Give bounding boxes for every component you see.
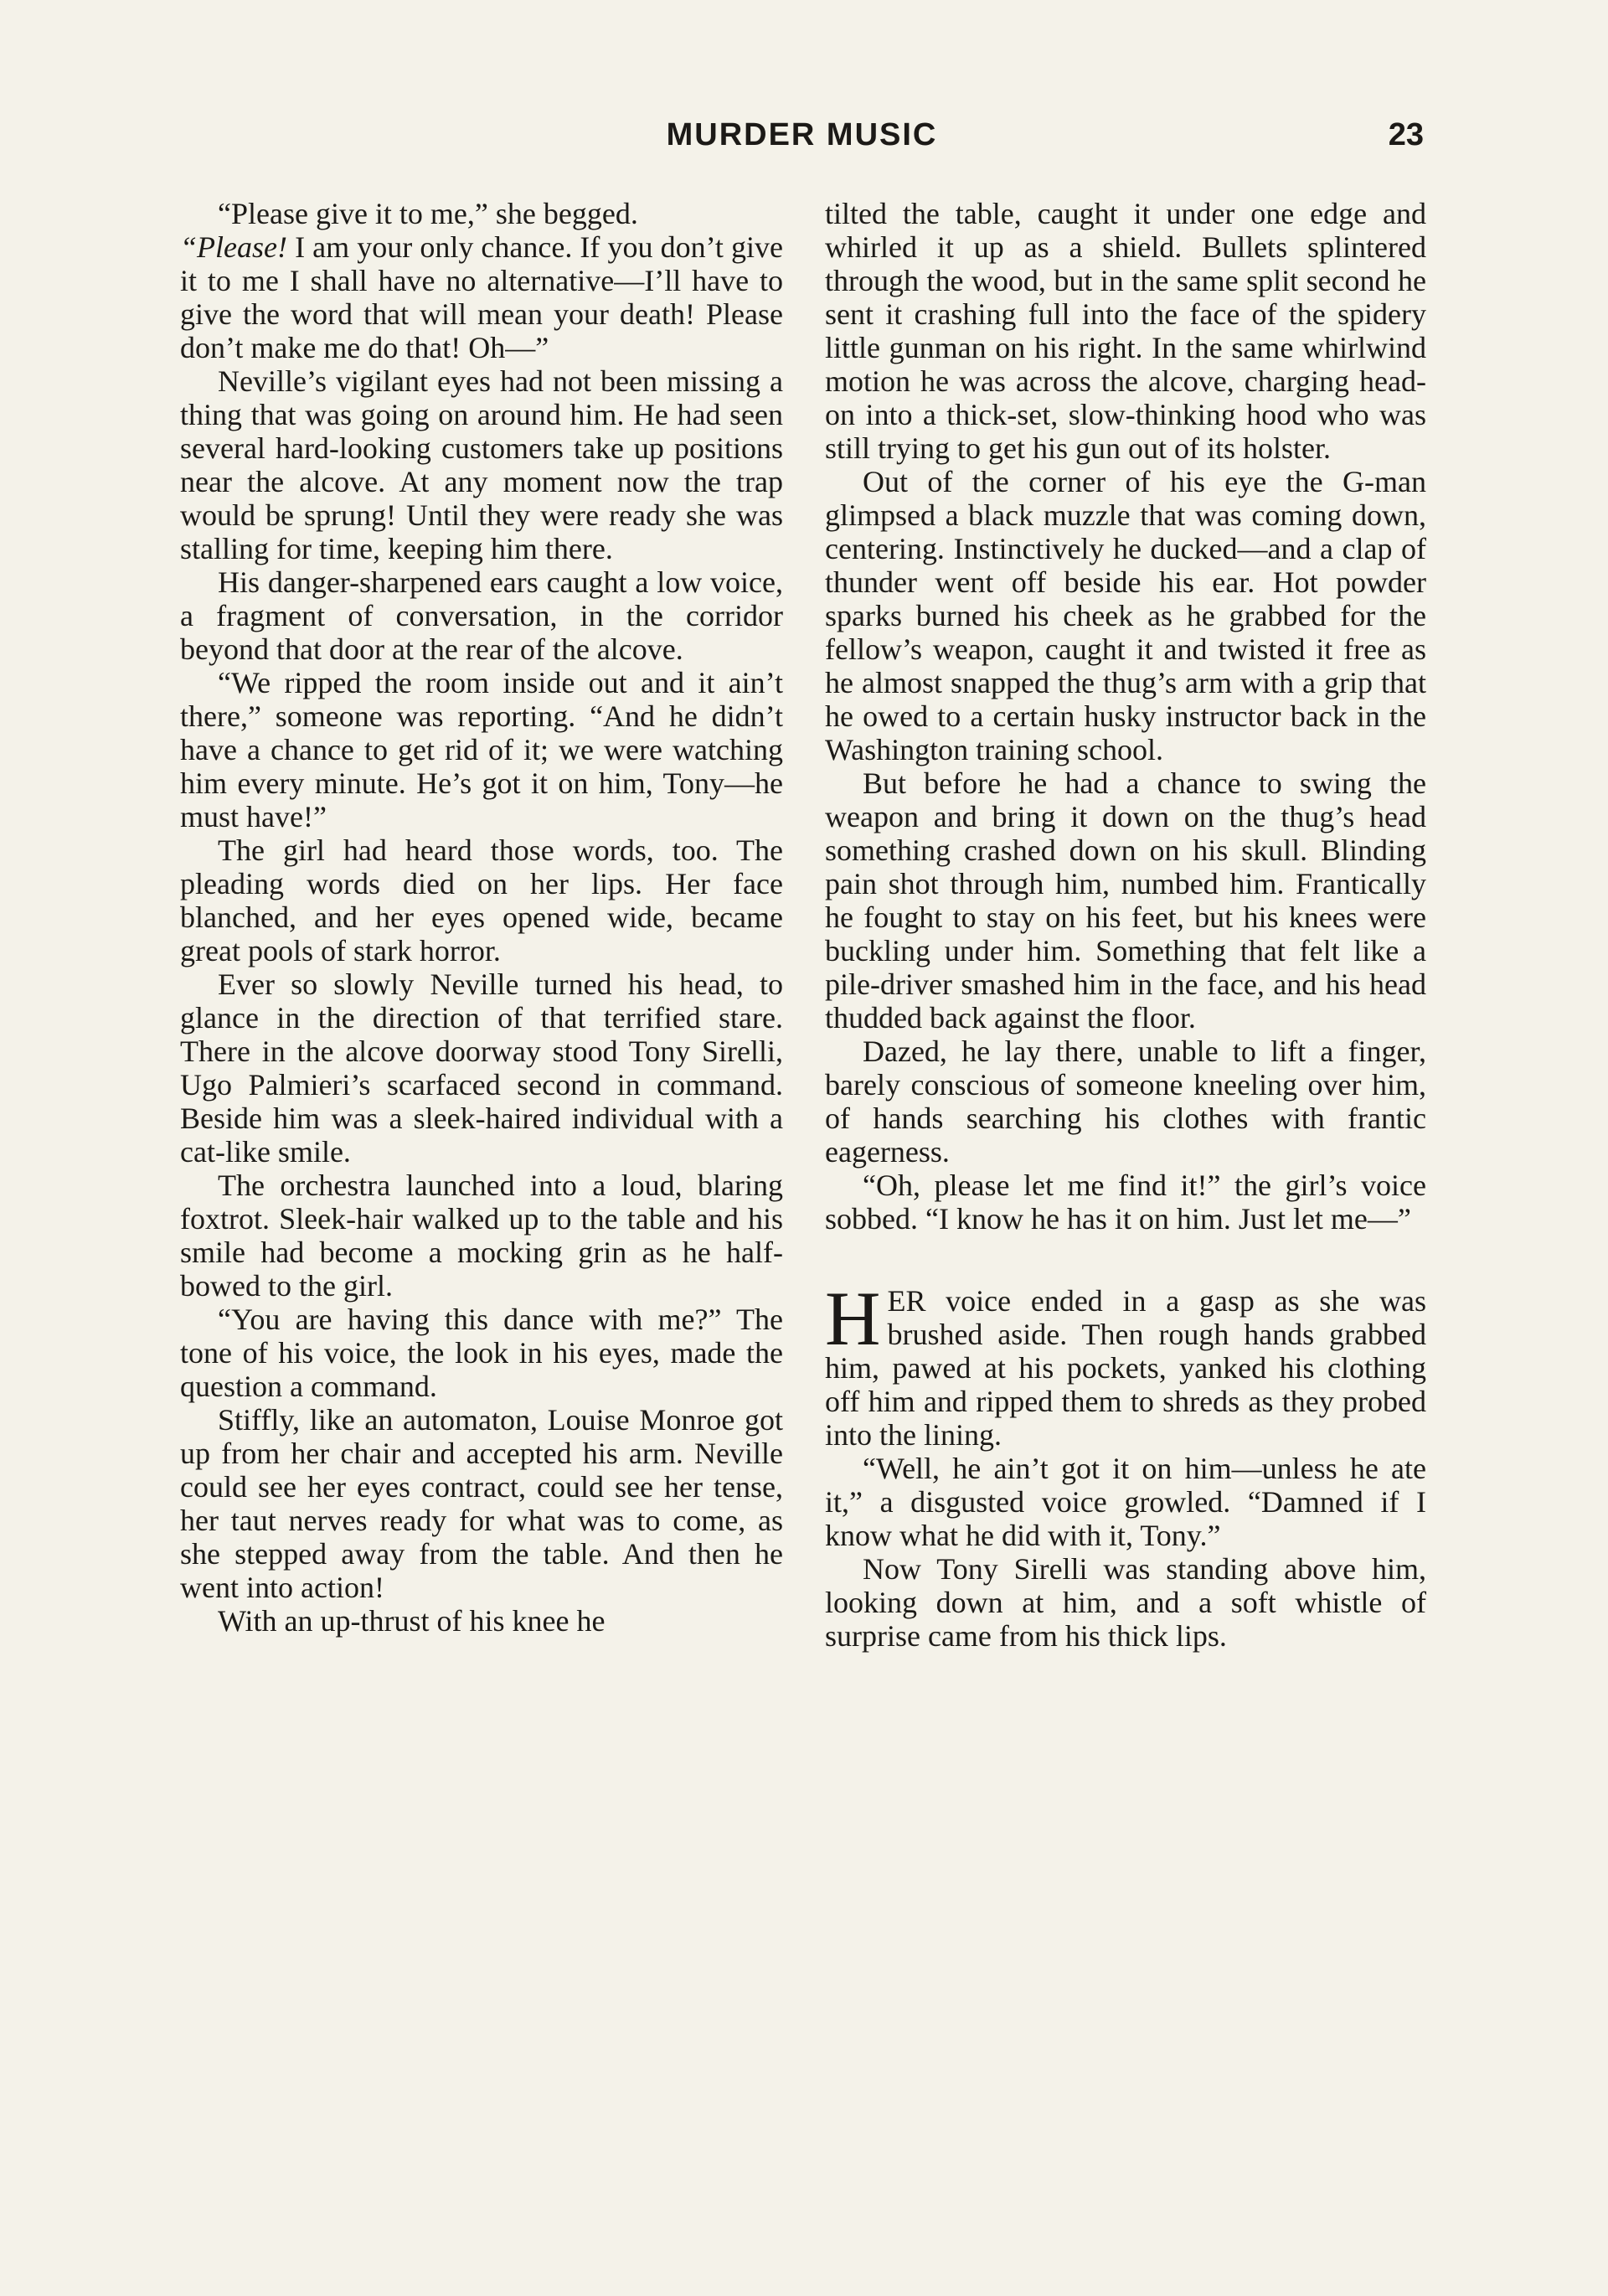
paragraph: With an up-thrust of his knee he <box>218 1604 606 1638</box>
paragraph: Stiffly, like an automaton, Louise Monroe got up from her chair and accepted his arm. Neville could see her eyes contract, could see her tense, her taut nerves ready for what was to come, as she stepped away from the table. And then he went into action! <box>180 1403 783 1604</box>
paragraph: His danger-sharpened ears caught a low voice, a fragment of conversation, in the corridor beyond that door at the rear of the alcove. <box>180 565 783 666</box>
paragraph: Neville’s vigilant eyes had not been missing a thing that was going on around him. He had seen several hard-looking customers take up positions near the alcove. At any moment now the trap would be sprung! Until they were ready she was stalling for time, keeping him there. <box>180 364 783 565</box>
paragraph: “You are having this dance with me?” The tone of his voice, the look in his eyes, made the question a command. <box>180 1303 783 1403</box>
section-start-paragraph <box>825 1276 1426 1452</box>
paragraph: But before he had a chance to swing the weapon and bring it down on the thug’s head something crashed down on his skull. Blinding pain shot through him, numbed him. Frantically he fought to stay on his feet, but his knees were buckling under him. Something that felt like a pile-driver smashed him in the face, and his head thudded back against the floor. <box>825 766 1426 1034</box>
page-number: 23 <box>1388 117 1424 152</box>
paragraph: Dazed, he lay there, unable to lift a finger, barely conscious of someone kneeling over him, of hands searching his clothes with frantic eagerness. <box>825 1034 1426 1169</box>
left-column <box>180 197 783 1638</box>
paragraph: Out of the corner of his eye the G-man glimpsed a black muzzle that was coming down, centering. Instinctively he ducked—and a clap of thunder went off beside his ear. Hot powder sparks burned his cheek as he grabbed for the fellow’s weapon, caught it and twisted it free as he almost snapped the thug’s arm with a grip that he owed to a certain husky instructor back in the Washington training school. <box>825 465 1426 766</box>
drop-cap: H <box>825 1276 881 1361</box>
running-title: MURDER MUSIC <box>666 117 938 152</box>
paragraph: Now Tony Sirelli was standing above him, looking down at him, and a soft whistle of surprise came from his thick lips. <box>825 1552 1426 1653</box>
right-column <box>825 197 1426 1653</box>
paragraph: The girl had heard those words, too. The pleading words died on her lips. Her face blanched, and her eyes opened wide, became great pools of stark horror. <box>180 833 783 967</box>
paragraph: Ever so slowly Neville turned his head, to glance in the direction of that terrified stare. There in the alcove doorway stood Tony Sirelli, Ugo Palmieri’s scarfaced second in command. Beside him was a sleek-haired individual with a cat-like smile. <box>180 967 783 1169</box>
paragraph: “Oh, please let me find it!” the girl’s voice sobbed. “I know he has it on him. Just let me—” <box>825 1169 1426 1236</box>
paragraph: “Please give it to me,” she begged. <box>218 197 638 230</box>
paragraph: “We ripped the room inside out and it ain’t there,” someone was reporting. “And he didn’t have a chance to get rid of it; we were watching him every minute. He’s got it on him, Tony—he must have!” <box>180 666 783 833</box>
paragraph: The orchestra launched into a loud, blaring foxtrot. Sleek-hair walked up to the table and his smile had become a mocking grin as he half-bowed to the girl. <box>180 1169 783 1303</box>
page-header <box>180 117 1424 159</box>
italic-emphasis: “Please! <box>180 230 287 264</box>
paragraph: tilted the table, caught it under one edge and whirled it up as a shield. Bullets splintered through the wood, but in the same split second he sent it crashing full into the face of the spidery little gunman on his right. In the same whirlwind motion he was across the alcove, charging head-on into a thick-set, slow-thinking hood who was still trying to get his gun out of its holster. <box>825 197 1426 465</box>
paragraph-text: I am your only chance. If you don’t give it to me I shall have no alternative—I’ll have to give the word that will mean your death! Please don’t make me do that! Oh—” <box>180 230 784 364</box>
paragraph-text: ER voice ended in a gasp as she was brushed aside. Then rough hands grabbed him, pawed at his pockets, yanked his clothing off him and ripped them to shreds as they probed into the lining. <box>825 1284 1426 1452</box>
paragraph: “Well, he ain’t got it on him—unless he ate it,” a disgusted voice growled. “Damned if I know what he did with it, Tony.” <box>825 1452 1426 1552</box>
paragraph <box>180 230 783 364</box>
